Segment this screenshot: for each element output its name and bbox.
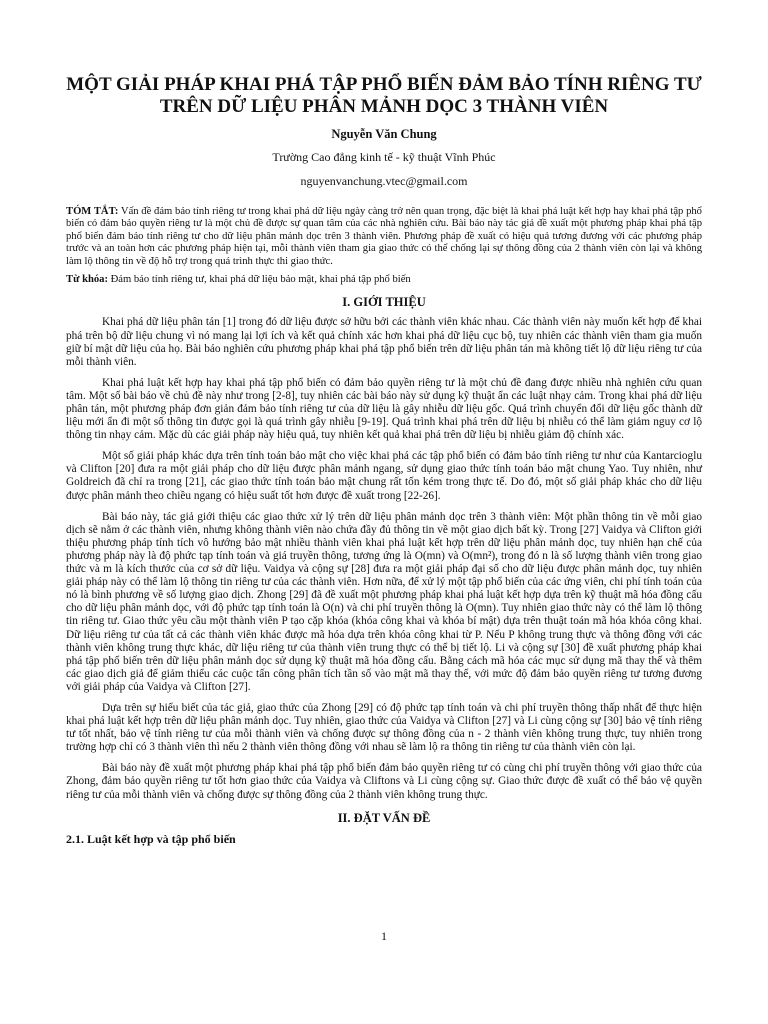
body-paragraph: Dựa trên sự hiểu biết của tác giả, giao thức của Zhong [29] có độ phức tạp tính toán và chi phí truyền thông thấp nhất để thực hiện khai phá luật kết hợp trên dữ liệu phân mảnh dọc. Tuy nhiên, giao thức của Vaidya và Clifton [27] và Li cùng cộng sự [30] bảo vệ tính riêng tư tốt nhất, bảo vệ tính riêng tư của mỗi thành viên và chống được sự thông đồng của n - 2 thành viên không trung thực, tuy nhiên trong trường hợp chỉ có 3 thành viên thì nếu 2 thành viên thông đồng với nhau sẽ làm lộ ra thông tin riêng tư của thành viên còn lại.: [66, 701, 702, 754]
body-paragraph: Một số giải pháp khác dựa trên tính toán bảo mật cho việc khai phá các tập phổ biến có đảm bảo tính riêng tư như của Kantarcioglu và Clifton [20] đưa ra một giải pháp cho dữ liệu được phân mảnh ngang, sử dụng giao thức tính toán bảo mật chung Yao. Tuy nhiên, như Goldreich đã chỉ ra trong [21], các giao thức tính toán bảo mật chung rất tốn kém trong thực tế. Do đó, một số giải pháp khác cho dữ liệu được phân mảnh theo chiều ngang có hiệu suất tốt hơn được đề xuất trong [22-26].: [66, 450, 702, 502]
section-heading-introduction: I. GIỚI THIỆU: [342, 295, 426, 310]
abstract-label: TÓM TẮT:: [66, 206, 119, 217]
abstract: [66, 206, 702, 268]
body-paragraph: Khai phá luật kết hợp hay khai phá tập phổ biến có đảm bảo quyền riêng tư là một chủ đề đang được nhiều nhà nghiên cứu quan tâm. Một số bài báo về chủ đề này như trong [2-8], tuy nhiên các bài báo này sử dụng kỹ thuật ẩn các luật nhạy cảm. Trong khai phá dữ liệu phân tán, một phương pháp đơn giản đảm bảo tính riêng tư của dữ liệu là gây nhiễu dữ liệu gốc. Quá trình chuyển đổi dữ liệu gốc thành dữ liệu mới ẩn đi một số thông tin được gọi là quá trình gây nhiễu [9-19]. Quá trình khai phá trên dữ liệu bị nhiễu có thể làm giảm nguy cơ lộ thông tin nhạy cảm. Mặc dù các giải pháp này hiệu quả, tuy nhiên kết quả khai phá trên dữ liệu bị nhiễu giảm độ chính xác.: [66, 376, 702, 442]
author-email: nguyenvanchung.vtec@gmail.com: [300, 174, 468, 188]
title-line-2: TRÊN DỮ LIỆU PHÂN MẢNH DỌC 3 THÀNH VIÊN: [159, 96, 609, 117]
abstract-text: Vấn đề đảm bảo tính riêng tư trong khai phá dữ liệu ngày càng trở nên quan trọng, đặc biệt là khai phá luật kết hợp hay khai phá tập phổ biến có đảm bảo quyền riêng tư là một chủ đề được sự quan tâm của các nhà nghiên cứu. Bài báo này tác giả đề xuất một phương pháp khai phá tập phổ biến đảm bảo tính riêng tư cho dữ liệu phân mảnh dọc trên 3 thành viên. Phương pháp đề xuất có hiệu quả tương đương với các phương pháp trước và an toàn hơn các phương pháp hiện tại, mỗi thành viên tham gia giao thức có thể chống lại sự thông đồng của 2 thành viên còn lại và không làm lộ thông tin về độ hỗ trợ trong quá trình thực thi giao thức.: [66, 206, 702, 267]
author-name: Nguyễn Văn Chung: [331, 127, 437, 141]
paper-title: [66, 74, 702, 118]
body-paragraph: Bài báo này, tác giả giới thiệu các giao thức xử lý trên dữ liệu phân mảnh dọc trên 3 thành viên: Một phần thông tin về mỗi giao dịch sẽ nằm ở các thành viên, nhưng không thành viên nào chứa đầy đủ thông tin về một giao dịch bất kỳ. Trong [27] Vaidya và Clifton giới thiệu phương pháp tính tích vô hướng bảo mật nhiều thành viên khai phá luật kết hợp trên dữ liệu phân mảnh dọc, tuy nhiên hạn chế của phương pháp này là độ phức tạp tính toán và giá truyền thông, tương ứng là O(mn) và O(mn²), trong đó n là số lượng thành viên trong giao thức và m là kích thước của cơ sở dữ liệu. Vaidya và cộng sự [28] đưa ra một giải pháp đại số cho dữ liệu được phân mảnh dọc, tuy nhiên giải pháp này có thể làm lộ thông tin riêng tư của các thành viên. Hơn nữa, để xử lý một tập phổ biến của các ứng viên, chi phí tính toán của nó là bình phương về số lượng giao dịch. Zhong [29] đã đề xuất một phương pháp khai phá luật kết hợp dựa trên kỹ thuật mã hóa đồng cấu cho dữ liệu phân mảnh dọc, với độ phức tạp tính toán là O(n) và chi phí truyền thông là O(mn). Tuy nhiên giao thức này có thể làm lộ thông tin riêng tư. Giao thức yêu cầu một thành viên P tạo cặp khóa (khóa công khai và khóa bí mật) dựa trên thuật toán mã hóa khóa công khai. Dữ liệu riêng tư của tất cả các thành viên khác được mã hóa dựa trên khóa công khai từ P. Nếu P không trung thực và thông đồng với các thành viên không trung thực khác, dữ liệu riêng tư của thành viên trung thực có thể bị tiết lộ. Li và cộng sự [30] đề xuất phương pháp khai phá tập phổ biến trên dữ liệu phân mảnh dọc sử dụng kỹ thuật mã hóa đồng cấu. Bằng cách mã hóa các mục sử dụng mã thay thế và thêm các giao dịch giả để giảm thiểu các cuộc tấn công phân tích tần số vào mật mã thay thế, với mức độ đảm bảo quyền riêng tư tương đương với giải pháp của Vaidya và Clifton [27].: [66, 510, 702, 693]
title-line-1: MỘT GIẢI PHÁP KHAI PHÁ TẬP PHỔ BIẾN ĐẢM BẢO TÍNH RIÊNG TƯ: [66, 74, 702, 95]
keywords: [66, 274, 702, 286]
body-paragraph: Bài báo này đề xuất một phương pháp khai phá tập phổ biến đảm bảo quyền riêng tư có cùng chi phí truyền thông với giao thức của Zhong, đảm bảo quyền riêng tư tốt hơn giao thức của Vaidya và Cliftons và Li cùng cộng sự. Giao thức được đề xuất có thể bảo vệ quyền riêng tư của mỗi thành viên và chống được sự thông đồng của 2 thành viên không trung thực.: [66, 762, 702, 801]
section-heading-problem: II. ĐẶT VẤN ĐỀ: [337, 810, 431, 825]
keywords-text: Đảm bảo tính riêng tư, khai phá dữ liệu bảo mật, khai phá tập phổ biến: [107, 274, 411, 286]
page-number: 1: [381, 929, 387, 943]
subsection-heading: 2.1. Luật kết hợp và tập phổ biến: [66, 831, 236, 846]
author-affiliation: Trường Cao đẳng kinh tế - kỹ thuật Vĩnh Phúc: [272, 150, 496, 164]
keywords-label: Từ khóa:: [66, 274, 108, 286]
body-paragraph: Khai phá dữ liệu phân tán [1] trong đó dữ liệu được sở hữu bởi các thành viên khác nhau. Các thành viên này muốn kết hợp để khai phá trên bộ dữ liệu chung vì nó mang lại lợi ích và kết quả chính xác hơn khai phá dữ liệu cục bộ, tuy nhiên các thành viên tham gia muốn giữ bí mật dữ liệu của họ. Bài báo nghiên cứu phương pháp khai phá tập phổ biến trên dữ liệu phân tán mà không tiết lộ dữ liệu riêng tư của mỗi thành viên.: [66, 316, 702, 368]
